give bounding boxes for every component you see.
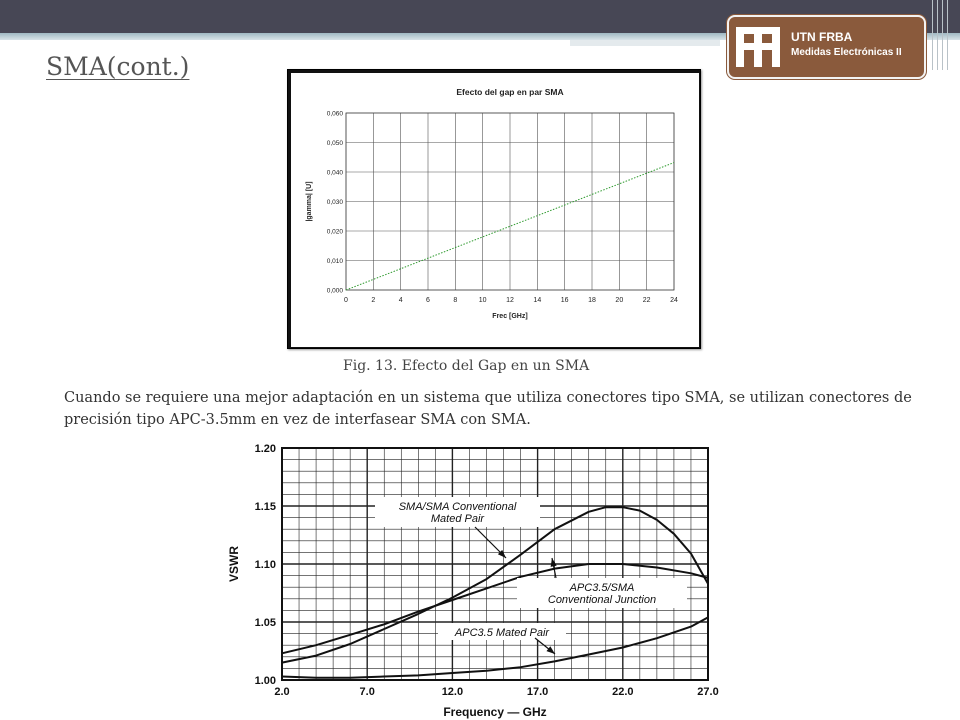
x-tick-label: 0 <box>344 297 348 304</box>
x-tick-label: 22.0 <box>612 686 634 698</box>
y-tick-label: 1.00 <box>254 675 276 687</box>
utn-logo-icon <box>733 23 783 71</box>
chart-background <box>291 73 699 347</box>
y-tick-label: 0,040 <box>326 169 343 177</box>
y-tick-label: 0,060 <box>326 110 343 118</box>
y-tick-label: 1.10 <box>254 559 276 571</box>
y-axis-label: VSWR <box>227 546 241 582</box>
x-tick-label: 10 <box>478 297 487 304</box>
x-tick-label: 27.0 <box>697 686 719 698</box>
x-tick-label: 12 <box>506 297 514 304</box>
y-tick-label: 1.05 <box>254 617 276 629</box>
x-tick-label: 17.0 <box>526 686 549 698</box>
annotation-label: Conventional Junction <box>547 594 657 606</box>
utn-logo-badge <box>727 15 926 79</box>
x-tick-label: 6 <box>426 297 430 304</box>
y-tick-label: 1.20 <box>254 443 276 455</box>
x-tick-label: 18 <box>588 297 596 304</box>
logo-subtitle: Medidas Electrónicas II <box>791 47 902 58</box>
annotation-label: Mated Pair <box>430 513 485 525</box>
y-tick-label: 0,020 <box>326 228 343 236</box>
x-tick-label: 8 <box>453 297 458 304</box>
x-tick-label: 12.0 <box>441 686 464 698</box>
y-tick-label: 0,030 <box>326 199 343 206</box>
figure-gap-effect <box>287 69 701 349</box>
annotation-arrowhead <box>551 558 557 567</box>
y-tick-label: 0,000 <box>326 287 343 295</box>
slide-title: SMA(cont.) <box>46 52 190 81</box>
chart-gap-effect <box>291 73 699 347</box>
y-tick-label: 0,010 <box>326 258 343 265</box>
x-axis-label: Frec [GHz] <box>492 313 528 320</box>
y-axis-label: |gamma| [U] <box>306 181 313 222</box>
logo-title: UTN FRBA <box>791 30 853 44</box>
annotation-label: SMA/SMA Conventional <box>398 501 517 513</box>
x-axis-label: Frequency — GHz <box>443 705 547 719</box>
x-tick-label: 2 <box>371 297 376 304</box>
y-tick-label: 1.15 <box>254 501 276 513</box>
chart-title: Efecto del gap en par SMA <box>456 87 564 97</box>
chart-vswr <box>227 440 720 720</box>
x-tick-label: 16 <box>560 297 569 304</box>
top-accent-tab <box>570 40 720 46</box>
x-tick-label: 22 <box>642 297 651 304</box>
x-tick-label: 7.0 <box>359 686 375 698</box>
body-paragraph: Cuando se requiere una mejor adaptación en un sistema que utiliza conectores tipo SMA, se utilizan conectores de precisión tipo APC-3.5mm en vez de interfasear SMA con SMA. <box>64 390 912 428</box>
annotation-label: APC3.5/SMA <box>569 582 635 594</box>
edge-decoration <box>932 0 952 70</box>
x-tick-label: 24 <box>670 297 678 304</box>
x-tick-label: 20 <box>615 297 624 304</box>
x-tick-label: 2.0 <box>274 686 290 698</box>
figure-caption: Fig. 13. Efecto del Gap en un SMA <box>343 358 590 374</box>
x-tick-label: 14 <box>533 297 542 304</box>
annotation-label: APC3.5 Mated Pair <box>454 627 550 639</box>
y-tick-label: 0,050 <box>326 140 343 147</box>
x-tick-label: 4 <box>398 297 403 304</box>
